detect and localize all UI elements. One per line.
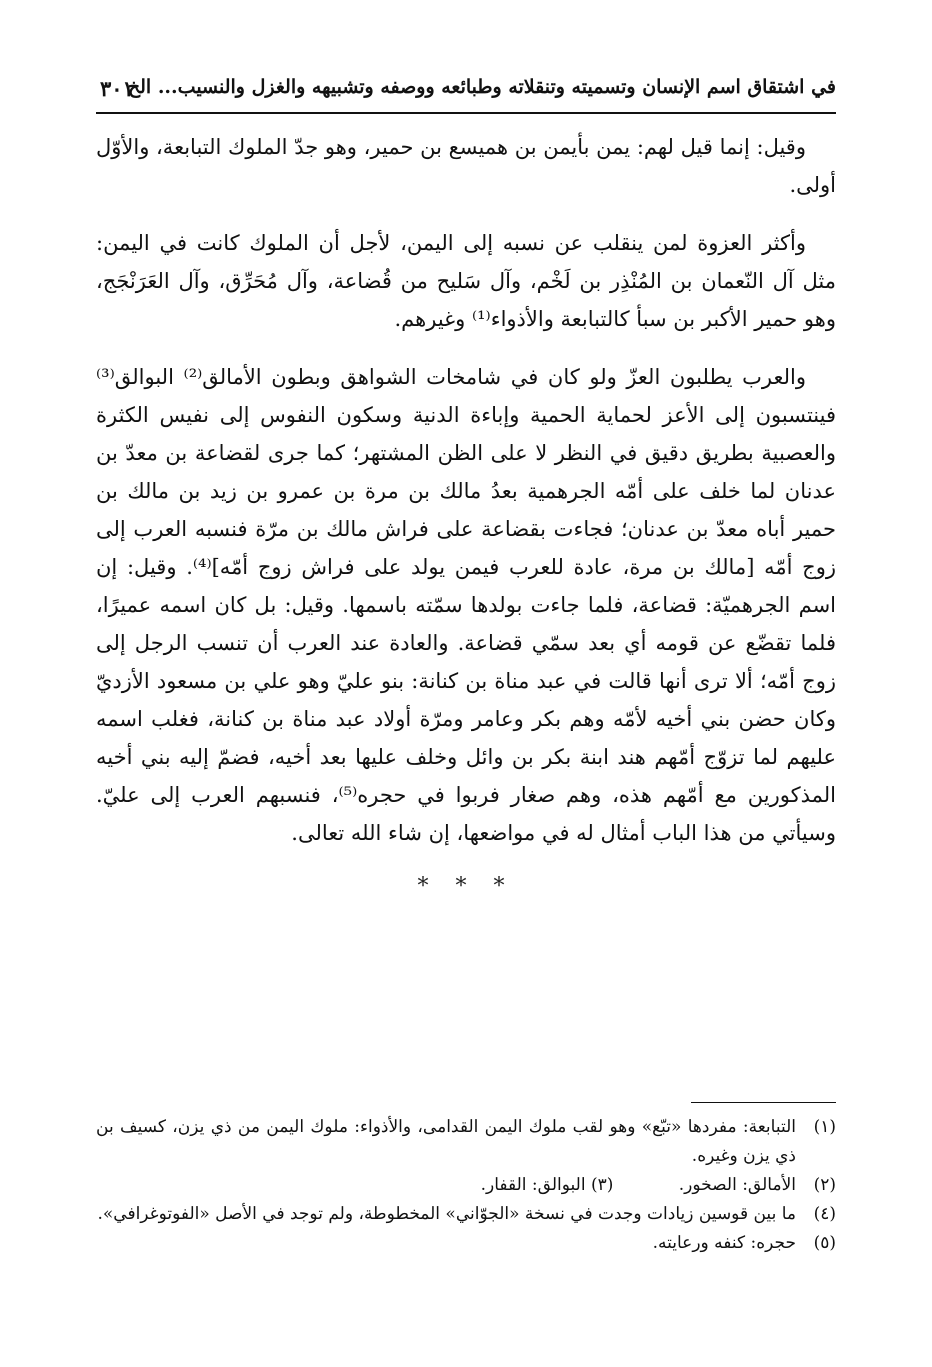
footnote-text: الأمالق: الصخور. — [678, 1175, 796, 1195]
footnote-pair-text — [96, 1171, 796, 1200]
paragraph: وأكثر العزوة لمن ينقلب عن نسبه إلى اليمن، لأجل أن الملوك كانت في اليمن: مثل آل النّعمان بن المُنْذِر بن لَخْم، وآل سَليح من قُضاعة، وآل مُحَرِّق، وآل العَرَنْجَج، وهو حمير الأكبر بن سبأ كالتبابعة والأذواء⁽¹⁾ وغيرهم. — [96, 231, 836, 331]
footnote-number: (٢) — [813, 1175, 836, 1195]
footnote-number: (٥) — [813, 1233, 836, 1253]
section-separator: * * * — [417, 874, 515, 899]
footnote-pair — [96, 1171, 836, 1200]
running-header — [96, 68, 836, 114]
footnote-divider — [691, 1102, 836, 1103]
footnote — [96, 1229, 836, 1258]
footnote-number: (١) — [813, 1117, 836, 1137]
paragraph: وقيل: إنما قيل لهم: يمن بأيمن بن هميسع بن حمير، وهو جدّ الملوك التبابعة، والأوّل أولى. — [96, 135, 836, 197]
page-number: ٣٠١ — [100, 76, 134, 101]
paragraph: والعرب يطلبون العزّ ولو كان في شامخات الشواهق وبطون الأمالق⁽²⁾ البوالق⁽³⁾ فينتسبون إلى الأعز لحماية الحمية وإباءة الدنية وسكون النفوس إلى نفيس الكثرة والعصبية بطريق دقيق في النظر لا على الظن المشتهر؛ كما جرى لقضاعة بن معدّ بن عدنان لما خلف على أمّه الجرهمية بعدُ مالك بن مرة بن عمرو بن زيد بن مالك بن حمير أباه معدّ بن عدنان؛ فجاءت بقضاعة على فراش مالك بن مرّة فنسبه العرب إلى زوج أمّه [مالك بن مرة، عادة للعرب فيمن يولد على فراش زوج أمّه]⁽⁴⁾. وقيل: إن اسم الجرهميّة: قضاعة، فلما جاءت بولدها سمّته باسمها. وقيل: بل كان اسمه عميرًا، فلما تقضّع عن قومه أي بعد سمّي قضاعة. والعادة عند العرب أن تنسب الرجل إلى زوج أمّه؛ ألا ترى أنها قالت في عبد مناة بن كنانة: بنو عليّ وهو علي بن مسعود الأزديّ وكان حضن بني أخيه لأمّه وهم بكر وعامر ومرّة أولاد عبد مناة بن كنانة، فغلب اسمه عليهم لما تزوّج أمّهم هند ابنة بكر بن وائل وخلف عليها بعد أخيه، فضمّ إليه بني أخيه المذكورين مع أمّهم هذه، وهم صغار فربوا في حجره⁽⁵⁾، فنسبهم العرب إلى عليّ. وسيأتي من هذا الباب أمثال له في مواضعها، إن شاء الله تعالى. — [96, 365, 837, 845]
book-page — [96, 68, 836, 1347]
footnote-text: حجره: كنفه ورعايته. — [652, 1233, 796, 1253]
footnote-text: البوالق: القفار. — [480, 1175, 586, 1195]
footnote — [96, 1113, 836, 1171]
footnotes — [96, 1113, 836, 1258]
footnote — [96, 1200, 836, 1229]
footnote-number: (٣) — [590, 1175, 614, 1195]
footnote-text: ما بين قوسين زيادات وجدت في نسخة «الجوّاني» المخطوطة، ولم توجد في الأصل «الفوتوغرافي». — [97, 1204, 796, 1224]
footnote-text: التبابعة: مفردها «تبّع» وهو لقب ملوك اليمن القدامى، والأذواء: ملوك اليمن من ذي يزن، كسيف بن ذي يزن وغيره. — [96, 1117, 796, 1166]
footnote-number: (٤) — [813, 1204, 836, 1224]
main-text — [96, 128, 836, 852]
chapter-title: في اشتقاق اسم الإنسان وتسميته وتنقلاته وطبائعه ووصفه وتشبيهه والغزل والنسيب... الخ — [127, 76, 836, 98]
